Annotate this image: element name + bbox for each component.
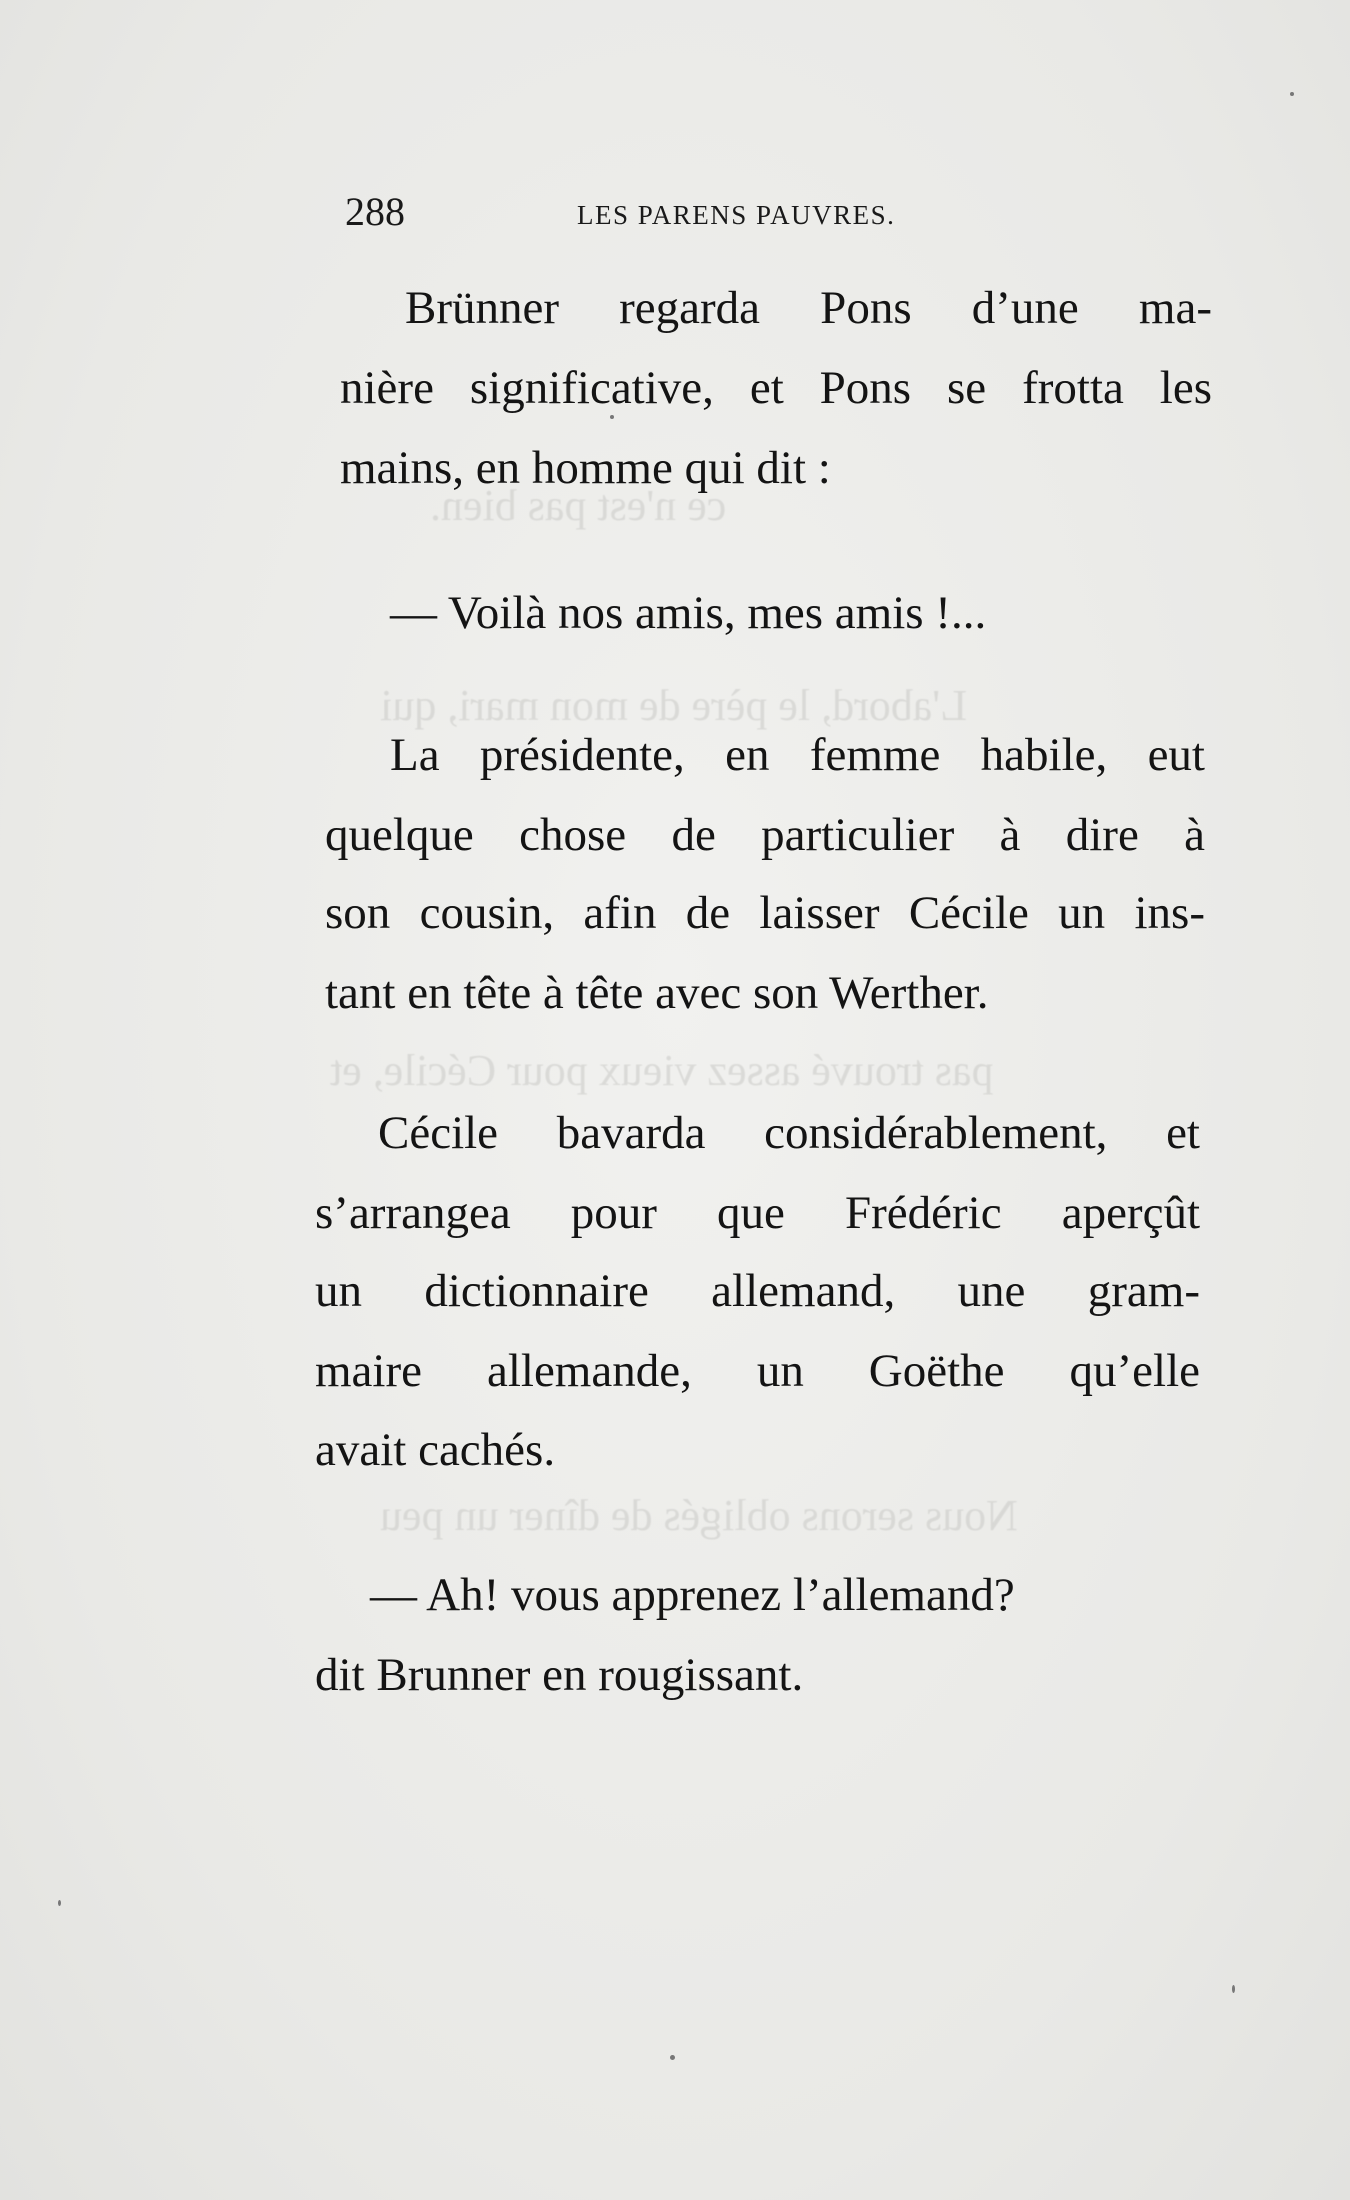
page-header (345, 188, 995, 238)
show-through-text: pas trouvé assez vieux pour Cécile, et (330, 1046, 994, 1095)
text-line: Brünner regarda Pons d’une ma- (405, 282, 1212, 334)
text-line: La présidente, en femme habile, eut (390, 729, 1205, 781)
running-title: LES PARENS PAUVRES. (577, 200, 896, 230)
show-through-text: ce n'est pas bien. (430, 481, 727, 530)
text-line: quelque chose de particulier à dire à (325, 809, 1205, 861)
show-through-text: Nous serons obligés de dîner un peu (380, 1491, 1018, 1540)
text-line: son cousin, afin de laisser Cécile un ins- (325, 887, 1205, 939)
text-line: un dictionnaire allemand, une gram- (315, 1265, 1200, 1317)
text-line: Cécile bavarda considérablement, et (378, 1107, 1200, 1159)
text-line: dit Brunner en rougissant. (315, 1649, 804, 1701)
text-line: avait cachés. (315, 1424, 556, 1476)
text-line: s’arrangea pour que Frédéric aperçût (315, 1187, 1200, 1239)
show-through-text: L'abord, le père de mon mari, qui (380, 681, 968, 730)
text-line: nière significative, et Pons se frotta les (340, 362, 1212, 414)
page-number: 288 (345, 189, 405, 234)
paper-speck (1232, 1985, 1235, 1993)
paper-speck (1290, 92, 1294, 96)
paper-speck (670, 2055, 675, 2060)
paper-speck (610, 415, 614, 419)
text-line: — Ah! vous apprenez l’allemand? (370, 1569, 1015, 1621)
paper-speck (58, 1900, 61, 1906)
text-line: maire allemande, un Goëthe qu’elle (315, 1345, 1200, 1397)
text-line: tant en tête à tête avec son Werther. (325, 967, 989, 1019)
text-line: mains, en homme qui dit : (340, 442, 831, 494)
text-line: — Voilà nos amis, mes amis !... (390, 587, 987, 639)
